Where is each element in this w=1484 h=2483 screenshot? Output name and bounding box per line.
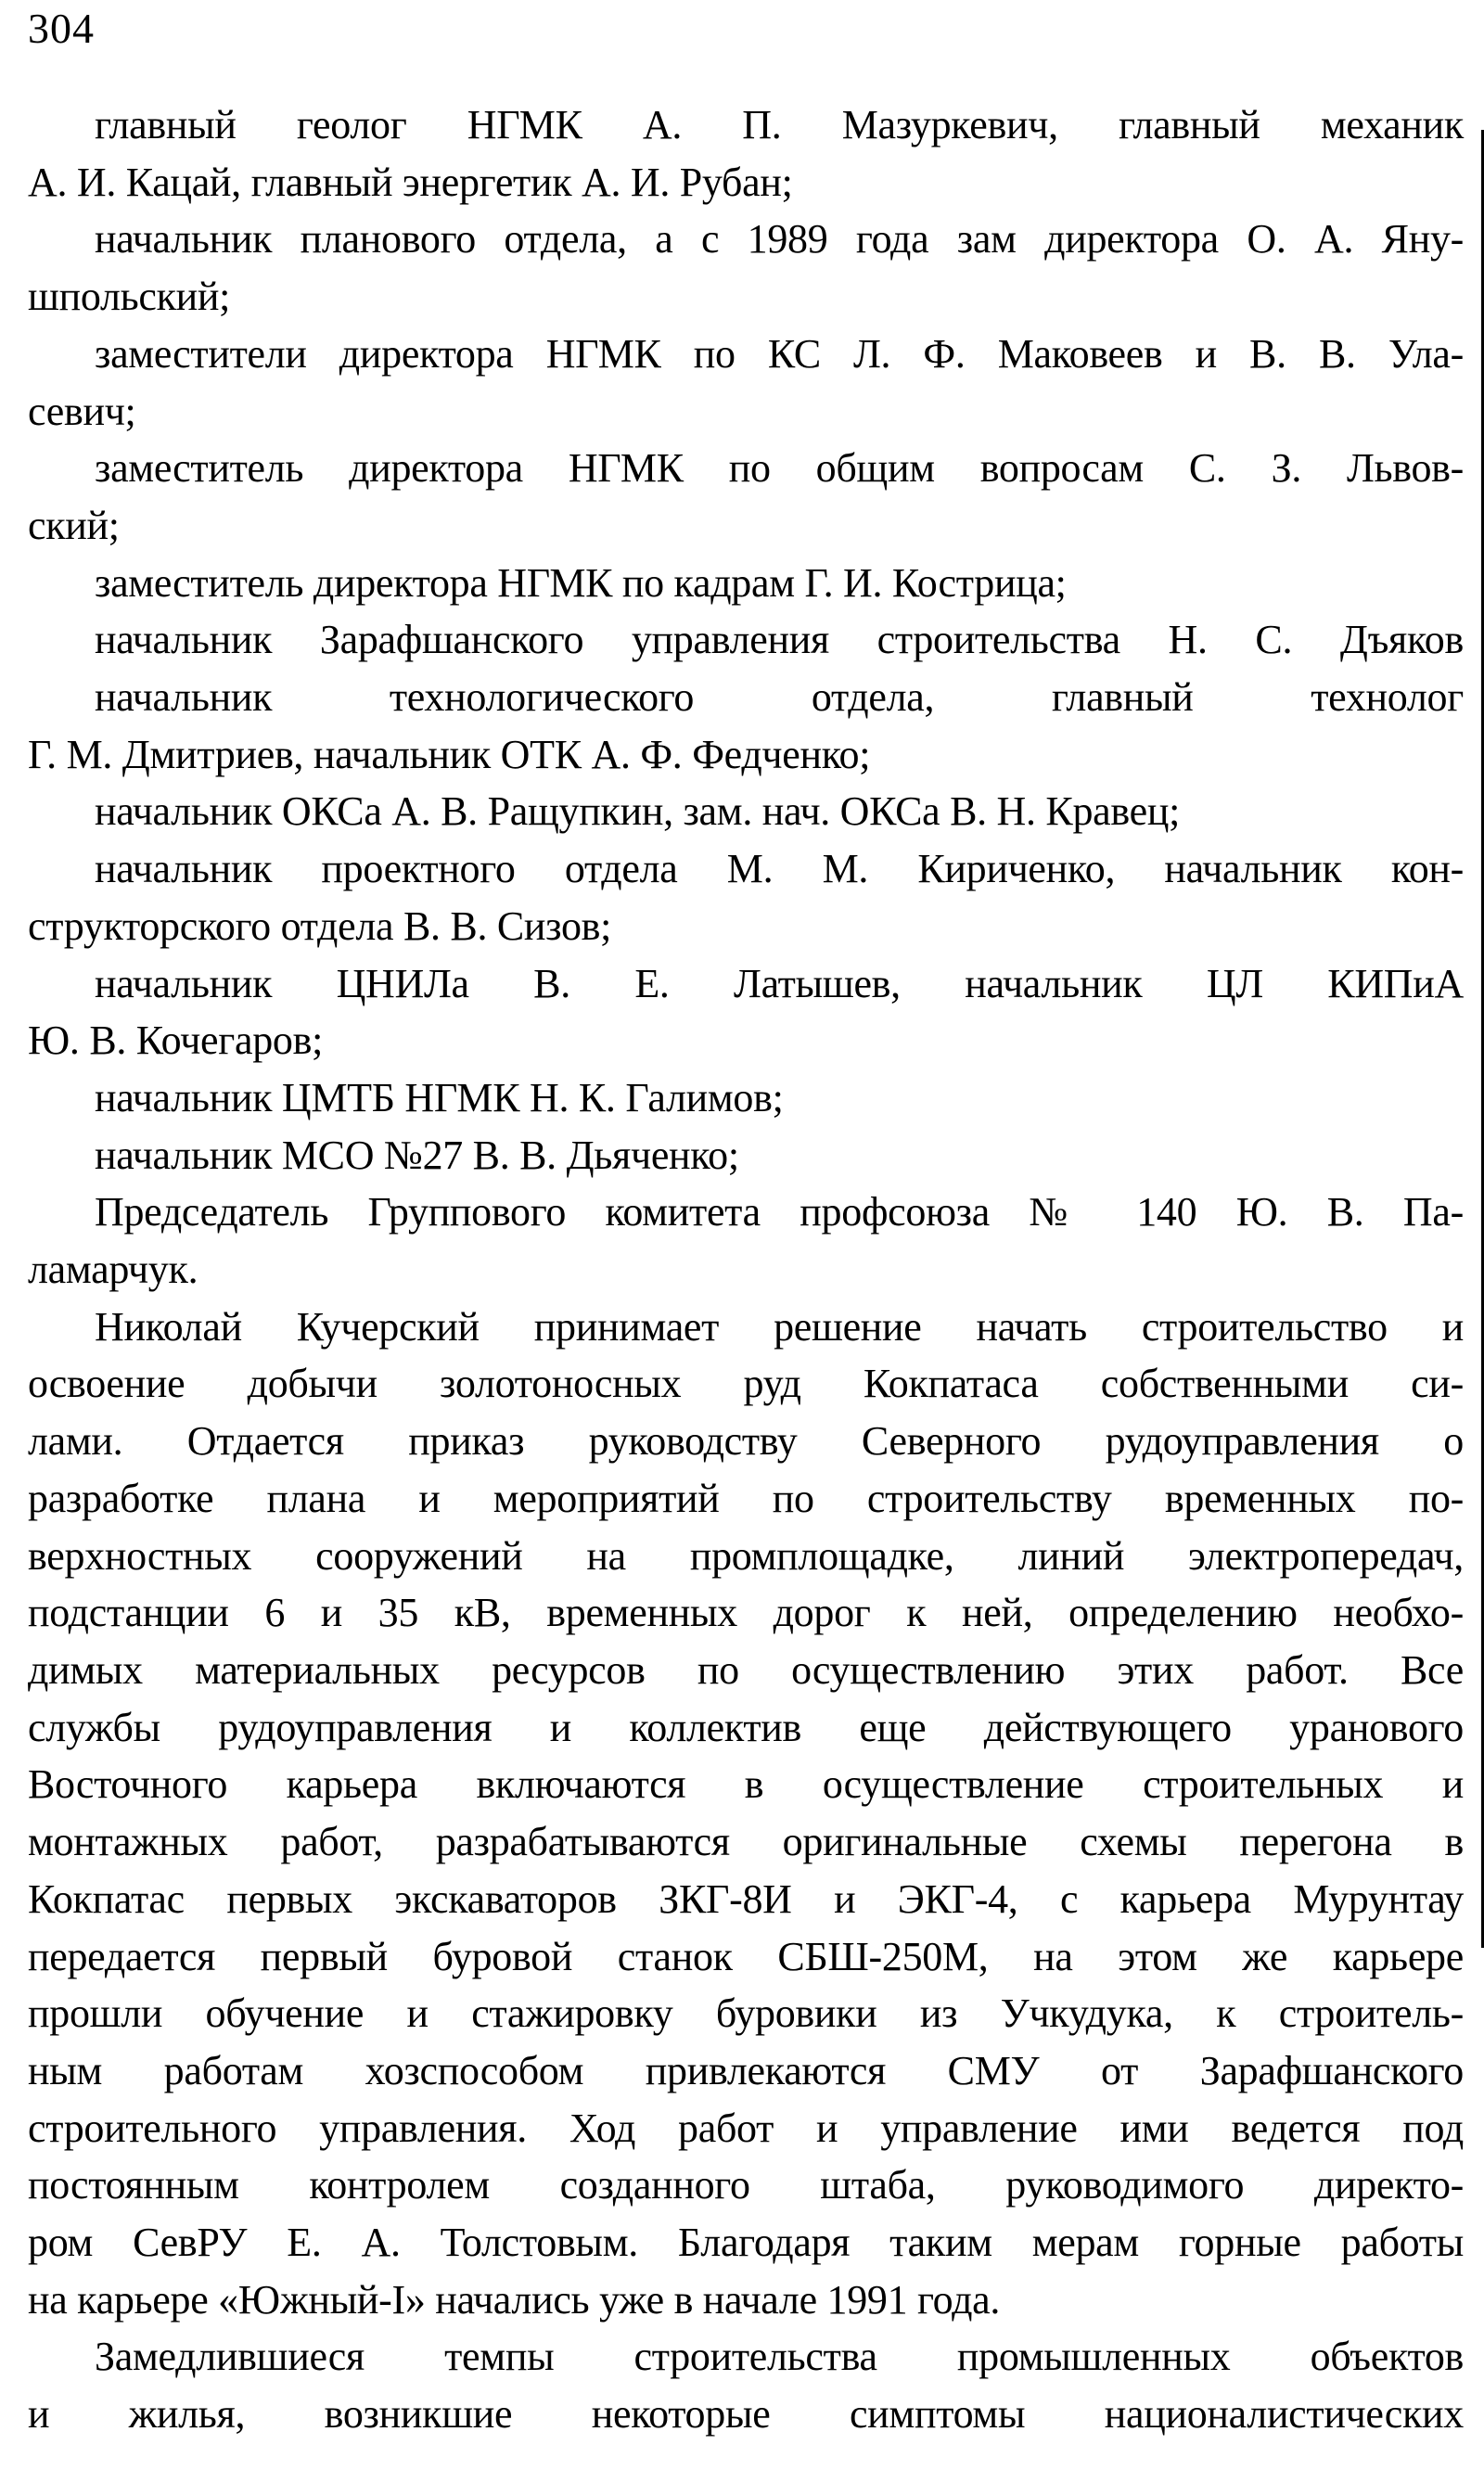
text-line: Замедлившиеся темпы строительства промышленных объектов [95, 2334, 1464, 2380]
text-line: заместитель директора НГМК по общим вопросам С. З. Львов- [95, 445, 1464, 492]
text-line: ский; [28, 502, 120, 548]
text-line: подстанции 6 и 35 кВ, временных дорог к ней, определению необхо- [28, 1590, 1464, 1636]
text-line: Кокпатас первых экскаваторов ЗКГ-8И и ЭКГ-4, с карьера Мурунтау [28, 1875, 1464, 1922]
text-line: лами. Отдается приказ руководству Северного рудоуправления о [28, 1418, 1464, 1465]
text-line: заместитель директора НГМК по кадрам Г. И. Кострица; [95, 559, 1067, 606]
text-line: разработке плана и мероприятий по строительству временных по- [28, 1475, 1464, 1521]
page-text-block [28, 96, 1464, 2443]
text-line: Николай Кучерский принимает решение начать строительство и [95, 1303, 1464, 1350]
text-line: структорского отдела В. В. Сизов; [28, 902, 612, 949]
text-line: прошли обучение и стажировку буровики из Учкудука, к строитель- [28, 1990, 1464, 2037]
text-line: службы рудоуправления и коллектив еще действующего уранового [28, 1704, 1464, 1750]
text-line: Ю. В. Кочегаров; [28, 1018, 324, 1064]
text-line: ламарчук. [28, 1247, 198, 1293]
page-number: 304 [28, 5, 95, 52]
text-line: шпольский; [28, 274, 231, 320]
text-line: Г. М. Дмитриев, начальник ОТК А. Ф. Федченко; [28, 731, 871, 777]
text-line: верхностных сооружений на промплощадке, линий электропередач, [28, 1532, 1464, 1579]
text-line: передается первый буровой станок СБШ-250М, на этом же карьере [28, 1933, 1464, 1979]
text-line: начальник МСО №27 В. В. Дьяченко; [95, 1132, 739, 1178]
text-line: Председатель Группового комитета профсоюза № 140 Ю. В. Па- [95, 1189, 1464, 1235]
text-line: А. И. Кацай, главный энергетик А. И. Рубан; [28, 159, 793, 205]
text-line: постоянным контролем созданного штаба, руководимого директо- [28, 2162, 1464, 2208]
text-line: начальник планового отдела, а с 1989 года зам директора О. А. Яну- [95, 216, 1464, 262]
text-line: строительного управления. Ход работ и управление ими ведется под [28, 2105, 1464, 2151]
text-line: освоение добычи золотоносных руд Кокпатаса собственными си- [28, 1361, 1464, 1407]
text-line: начальник проектного отдела М. М. Кириченко, начальник кон- [95, 846, 1464, 892]
text-line: главный геолог НГМК А. П. Мазуркевич, главный механик [95, 102, 1464, 147]
text-line: Восточного карьера включаются в осуществление строительных и [28, 1761, 1464, 1808]
text-line: начальник ОКСа А. В. Ращупкин, зам. нач. ОКСа В. Н. Кравец; [95, 788, 1180, 835]
text-line: димых материальных ресурсов по осуществлению этих работ. Все [28, 1646, 1464, 1693]
text-line: начальник Зарафшанского управления строительства Н. С. Дъяков [95, 617, 1464, 663]
text-line: начальник ЦНИЛа В. Е. Латышев, начальник ЦЛ КИПиА [95, 960, 1464, 1006]
text-line: заместители директора НГМК по КС Л. Ф. Маковеев и В. В. Ула- [95, 330, 1464, 377]
text-line: ным работам хозспособом привлекаются СМУ от Зарафшанского [28, 2047, 1464, 2093]
text-line: ром СевРУ Е. А. Толстовым. Благодаря таким мерам горные работы [28, 2220, 1464, 2266]
text-line: начальник ЦМТБ НГМК Н. К. Галимов; [95, 1074, 784, 1120]
text-line: монтажных работ, разрабатываются оригинальные схемы перегона в [28, 1819, 1464, 1865]
text-line: севич; [28, 388, 136, 434]
text-line: и жилья, возникшие некоторые симптомы националистических [28, 2391, 1464, 2438]
text-line: на карьере «Южный-I» начались уже в начале 1991 года. [28, 2276, 1001, 2323]
text-line: начальник технологического отдела, главный технолог [95, 674, 1464, 721]
